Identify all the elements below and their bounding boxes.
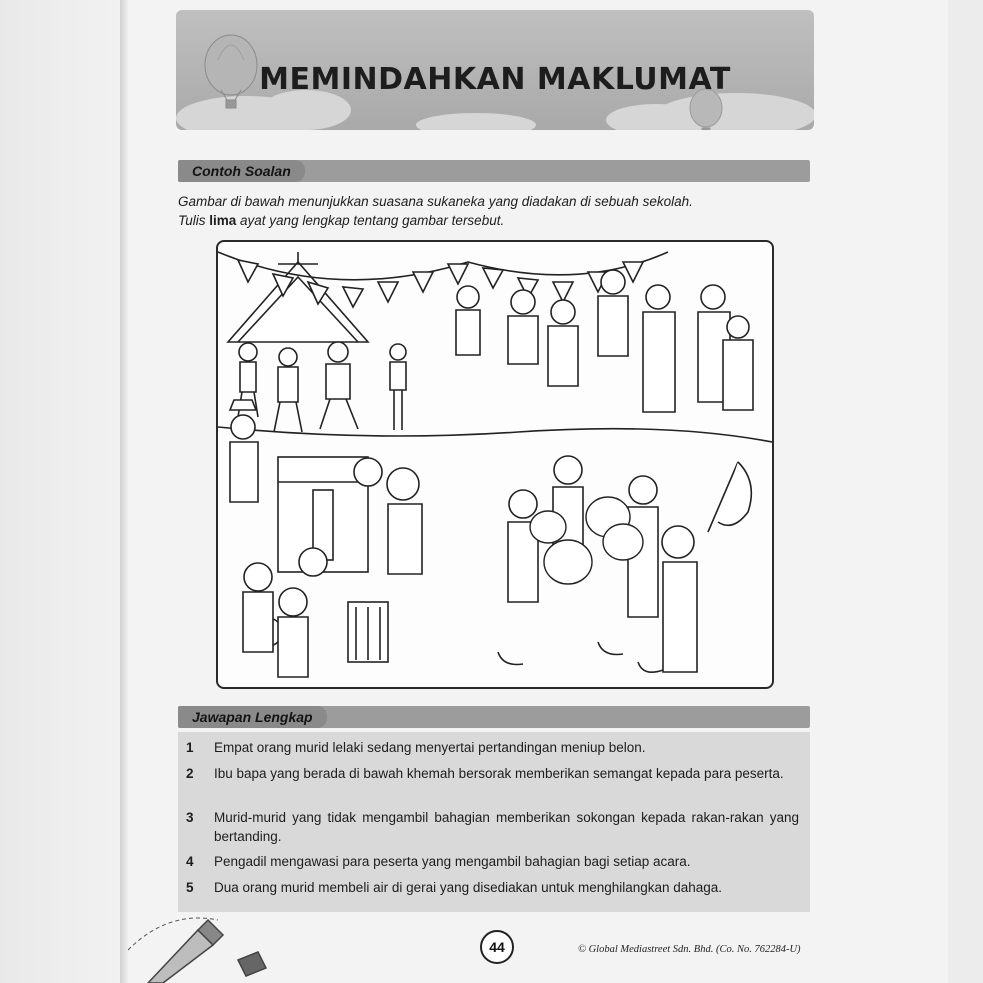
page-number: 44 bbox=[480, 930, 514, 964]
answer-text: Pengadil mengawasi para peserta yang mengambil bahagian bagi setiap acara. bbox=[214, 854, 691, 869]
answer-number: 1 bbox=[186, 740, 194, 755]
answer-text: Dua orang murid membeli air di gerai yang disediakan untuk menghilangkan dahaga. bbox=[214, 880, 723, 895]
page-title: MEMINDAHKAN MAKLUMAT bbox=[259, 62, 731, 97]
answer-text: Murid-murid yang tidak mengambil bahagian memberikan sokongan kepada rakan-rakan yang bertanding. bbox=[214, 810, 799, 844]
example-section-bar bbox=[178, 160, 810, 182]
title-banner bbox=[176, 10, 814, 130]
answer-number: 2 bbox=[186, 766, 194, 781]
scene-drawing bbox=[218, 242, 772, 687]
right-margin bbox=[948, 0, 983, 983]
intro-line-2: Tulis lima ayat yang lengkap tentang gambar tersebut. bbox=[178, 213, 505, 228]
answer-section-label: Jawapan Lengkap bbox=[178, 706, 327, 728]
sports-day-illustration bbox=[216, 240, 774, 689]
copyright-text: © Global Mediastreet Sdn. Bhd. (Co. No. 762284-U) bbox=[578, 944, 801, 955]
example-section-label: Contoh Soalan bbox=[178, 160, 305, 182]
page-spine bbox=[120, 0, 128, 983]
intro-line-1: Gambar di bawah menunjukkan suasana sukaneka yang diadakan di sebuah sekolah. bbox=[178, 194, 693, 209]
question-intro bbox=[178, 192, 808, 230]
answer-panel bbox=[178, 732, 810, 912]
answer-number: 3 bbox=[186, 810, 194, 825]
pencil-icon bbox=[128, 890, 278, 983]
intro-emphasis: lima bbox=[209, 213, 237, 228]
answer-text: Empat orang murid lelaki sedang menyertai pertandingan meniup belon. bbox=[214, 740, 646, 755]
answer-number: 5 bbox=[186, 880, 194, 895]
answer-number: 4 bbox=[186, 854, 194, 869]
answer-text: Ibu bapa yang berada di bawah khemah bersorak memberikan semangat kepada para peserta. bbox=[214, 766, 784, 781]
answer-section-bar bbox=[178, 706, 810, 728]
left-margin bbox=[0, 0, 125, 983]
